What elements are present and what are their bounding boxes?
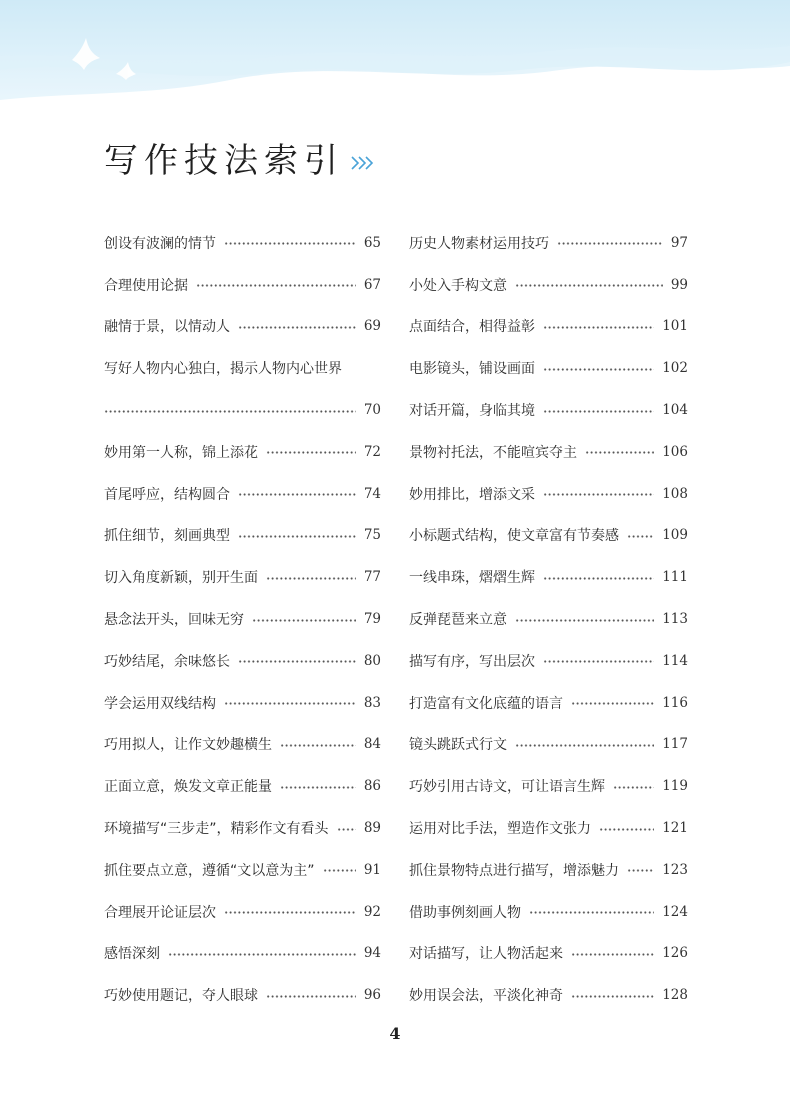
toc-entry[interactable] — [409, 765, 688, 807]
toc-entry-title: 小标题式结构，使文章富有节奏感 — [409, 528, 619, 545]
toc-entry[interactable] — [409, 222, 688, 264]
toc-entry[interactable] — [104, 347, 381, 389]
toc-entry-page: 77 — [363, 569, 381, 586]
toc-entry[interactable] — [104, 306, 381, 348]
dot-leader — [266, 577, 356, 580]
dot-leader — [613, 786, 654, 789]
dot-leader — [571, 702, 654, 705]
toc-entry-continuation[interactable] — [104, 389, 381, 431]
toc-entry-page: 67 — [363, 276, 381, 293]
dot-leader — [543, 326, 654, 329]
dot-leader — [627, 869, 654, 872]
toc-entry[interactable] — [409, 640, 688, 682]
toc-entry-page: 114 — [662, 652, 688, 669]
toc-entry-page: 117 — [662, 736, 688, 753]
dot-leader — [224, 911, 356, 914]
toc-entry-page: 124 — [662, 903, 688, 920]
toc-entry-page: 126 — [662, 945, 688, 962]
toc-entry-page: 128 — [662, 987, 688, 1004]
toc-entry[interactable] — [104, 473, 381, 515]
toc-entry-title: 运用对比手法，塑造作文张力 — [409, 821, 591, 838]
toc-right-column — [409, 222, 688, 1016]
toc-entry-title: 首尾呼应，结构圆合 — [104, 486, 230, 503]
toc-entry-title: 悬念法开头，回味无穷 — [104, 612, 244, 629]
toc-entry-page: 86 — [363, 778, 381, 795]
toc-entry-title: 电影镜头，铺设画面 — [409, 361, 535, 378]
toc-entry-title: 小处入手构文意 — [409, 277, 507, 294]
chevron-right-icon — [350, 154, 376, 172]
page-title: 写作技法索引 — [104, 141, 344, 181]
toc-entry[interactable] — [409, 891, 688, 933]
toc-entry[interactable] — [409, 933, 688, 975]
toc-entry-title: 正面立意，焕发文章正能量 — [104, 779, 272, 796]
toc-entry-title: 对话开篇，身临其境 — [409, 403, 535, 420]
toc-entry-title: 妙用第一人称，锦上添花 — [104, 444, 258, 461]
dot-leader — [323, 869, 356, 872]
toc-entry[interactable] — [409, 849, 688, 891]
dot-leader — [224, 702, 356, 705]
toc-entry-page: 89 — [363, 820, 381, 837]
toc-entry-title: 一线串珠，熠熠生辉 — [409, 570, 535, 587]
toc-entry[interactable] — [409, 682, 688, 724]
toc-entry[interactable] — [104, 724, 381, 766]
toc-entry-page: 99 — [670, 276, 688, 293]
toc-entry-title: 感悟深刻 — [104, 946, 160, 963]
toc-entry-page: 106 — [662, 443, 688, 460]
toc-entry-page: 121 — [662, 820, 688, 837]
dot-leader — [529, 911, 654, 914]
page-number: 4 — [389, 1024, 401, 1043]
dot-leader — [224, 242, 356, 245]
toc-entry-title: 巧用拟人，让作文妙趣横生 — [104, 737, 272, 754]
toc-entry-page: 65 — [363, 234, 381, 251]
toc-entry[interactable] — [409, 389, 688, 431]
toc-left-column — [104, 222, 381, 1016]
toc-entry-page: 116 — [662, 694, 688, 711]
toc-entry-page: 70 — [363, 402, 381, 419]
toc-entry[interactable] — [409, 473, 688, 515]
dot-leader — [238, 535, 356, 538]
header-sky-banner — [0, 0, 790, 110]
toc-entry[interactable] — [104, 431, 381, 473]
toc-entry-title: 切入角度新颖，别开生面 — [104, 570, 258, 587]
toc-entry-page: 104 — [662, 402, 688, 419]
toc-entry[interactable] — [104, 849, 381, 891]
toc-entry-title: 妙用排比，增添文采 — [409, 486, 535, 503]
toc-entry-page: 109 — [662, 527, 688, 544]
toc-entry[interactable] — [104, 222, 381, 264]
toc-entry[interactable] — [409, 264, 688, 306]
toc-entry-title: 点面结合，相得益彰 — [409, 319, 535, 336]
dot-leader — [599, 828, 654, 831]
toc-entry-page: 102 — [662, 360, 688, 377]
toc-entry-title: 对话描写，让人物活起来 — [409, 946, 563, 963]
dot-leader — [337, 828, 356, 831]
dot-leader — [238, 660, 356, 663]
toc-entry-page: 79 — [363, 611, 381, 628]
toc-entry-title: 抓住要点立意，遵循“文以意为主” — [104, 862, 315, 879]
toc-entry[interactable] — [409, 724, 688, 766]
toc-entry[interactable] — [104, 640, 381, 682]
toc-entry[interactable] — [104, 264, 381, 306]
toc-entry-page: 84 — [363, 736, 381, 753]
toc-entry[interactable] — [104, 765, 381, 807]
dot-leader — [104, 410, 356, 413]
toc-entry-title: 妙用误会法，平淡化神奇 — [409, 988, 563, 1005]
toc-entry-title: 巧妙结尾，余味悠长 — [104, 653, 230, 670]
dot-leader — [571, 995, 654, 998]
toc-entry-page: 91 — [363, 861, 381, 878]
toc-entry[interactable] — [409, 598, 688, 640]
toc-entry-page: 92 — [363, 903, 381, 920]
toc-entry[interactable] — [104, 974, 381, 1016]
toc-entry[interactable] — [409, 515, 688, 557]
toc-entry-page: 111 — [662, 569, 688, 586]
toc-entry-page: 123 — [662, 861, 688, 878]
toc-entry-title: 环境描写“三步走”，精彩作文有看头 — [104, 821, 329, 838]
toc-entry[interactable] — [409, 431, 688, 473]
dot-leader — [515, 619, 654, 622]
toc-entry[interactable] — [104, 598, 381, 640]
toc-entry-title: 抓住细节，刻画典型 — [104, 528, 230, 545]
toc-entry-title: 借助事例刻画人物 — [409, 904, 521, 921]
toc-entry[interactable] — [104, 682, 381, 724]
toc-entry-title: 合理使用论据 — [104, 277, 188, 294]
dot-leader — [515, 284, 663, 287]
toc-entry-page: 108 — [662, 485, 688, 502]
dot-leader — [543, 493, 654, 496]
toc-entry-title: 打造富有文化底蕴的语言 — [409, 695, 563, 712]
dot-leader — [266, 451, 356, 454]
toc-entry[interactable] — [409, 974, 688, 1016]
toc-entry[interactable] — [104, 933, 381, 975]
toc-entry-title: 镜头跳跃式行文 — [409, 737, 507, 754]
toc-entry-title: 景物衬托法，不能喧宾夺主 — [409, 444, 577, 461]
dot-leader — [266, 995, 356, 998]
dot-leader — [280, 744, 356, 747]
dot-leader — [543, 410, 654, 413]
toc-entry-page: 97 — [670, 234, 688, 251]
toc-entry-title: 抓住景物特点进行描写，增添魅力 — [409, 862, 619, 879]
dot-leader — [515, 744, 654, 747]
toc-entry[interactable] — [409, 347, 688, 389]
toc-entry[interactable] — [409, 807, 688, 849]
toc-entry-title: 历史人物素材运用技巧 — [409, 235, 549, 252]
toc-entry-page: 69 — [363, 318, 381, 335]
dot-leader — [238, 326, 356, 329]
toc-entry-page: 94 — [363, 945, 381, 962]
dot-leader — [557, 242, 663, 245]
toc-entry-page: 72 — [363, 443, 381, 460]
toc-entry[interactable] — [409, 556, 688, 598]
dot-leader — [585, 451, 654, 454]
toc-entry[interactable] — [409, 306, 688, 348]
toc-entry-page: 80 — [363, 652, 381, 669]
toc-entry-title: 融情于景，以情动人 — [104, 319, 230, 336]
toc-entry-page: 113 — [662, 611, 688, 628]
toc-entry-page: 101 — [662, 318, 688, 335]
dot-leader — [543, 368, 654, 371]
dot-leader — [196, 284, 356, 287]
toc-entry-title: 写好人物内心独白，揭示人物内心世界 — [104, 361, 342, 378]
toc-entry-page: 96 — [363, 987, 381, 1004]
toc-entry-page: 119 — [662, 778, 688, 795]
toc-entry-page: 83 — [363, 694, 381, 711]
dot-leader — [543, 577, 654, 580]
toc-entry[interactable] — [104, 515, 381, 557]
toc-entry-title: 合理展开论证层次 — [104, 904, 216, 921]
toc-entry-title: 描写有序，写出层次 — [409, 653, 535, 670]
toc-entry-title: 巧妙引用古诗文，可让语言生辉 — [409, 779, 605, 796]
title-block — [104, 133, 376, 182]
dot-leader — [627, 535, 654, 538]
toc-entry-page: 75 — [363, 527, 381, 544]
toc-entry-title: 创设有波澜的情节 — [104, 235, 216, 252]
toc-entry[interactable] — [104, 556, 381, 598]
dot-leader — [543, 660, 654, 663]
toc-entry-title: 学会运用双线结构 — [104, 695, 216, 712]
dot-leader — [571, 953, 654, 956]
toc-entry-page: 74 — [363, 485, 381, 502]
toc-entry-title: 反弹琵琶来立意 — [409, 612, 507, 629]
toc-entry[interactable] — [104, 807, 381, 849]
toc-entry[interactable] — [104, 891, 381, 933]
dot-leader — [280, 786, 356, 789]
dot-leader — [238, 493, 356, 496]
toc-entry-title: 巧妙使用题记，夺人眼球 — [104, 988, 258, 1005]
dot-leader — [252, 619, 356, 622]
dot-leader — [168, 953, 356, 956]
